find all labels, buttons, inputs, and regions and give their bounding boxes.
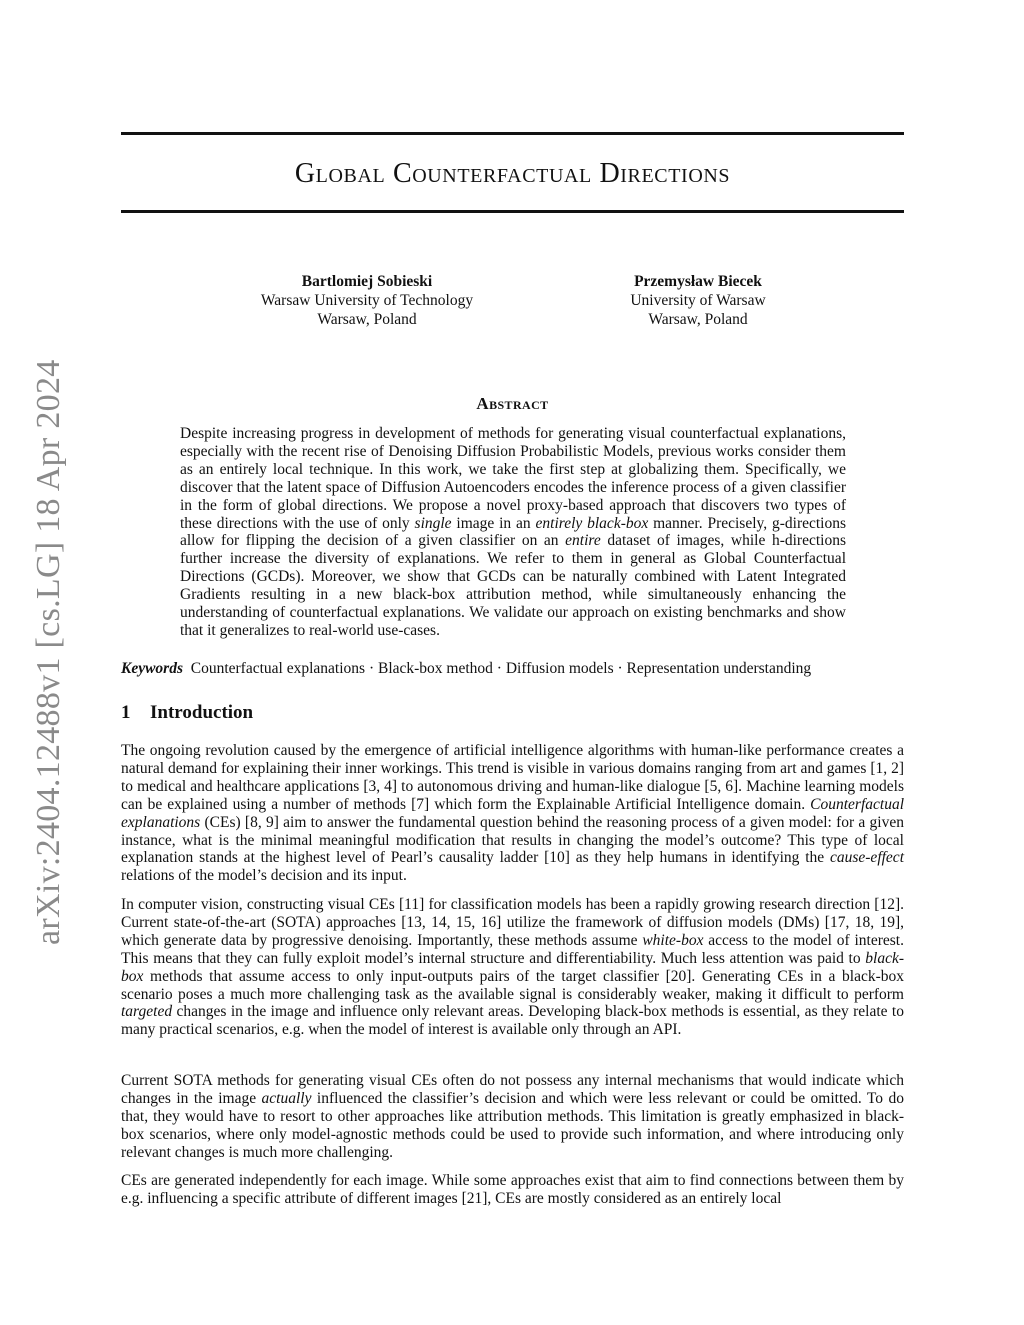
body-paragraph: Current SOTA methods for generating visual CEs often do not possess any internal mechanisms that would indicate which changes in the image actually influenced the classifier’s decision and which were less relevant or could be omitted. To do that, they would have to resort to other approaches like attribution methods. This limitation is greatly emphasized in black-box scenarios, where only model-agnostic methods could be used to provide such information, and where introducing only relevant changes is much more challenging. [121,1072,904,1161]
emphasis-text: cause-effect [829,849,904,867]
body-paragraph: CEs are generated independently for each image. While some approaches exist that aim to find connections between them by e.g. influencing a specific attribute of different images [21], CEs are mostly considered as an entirely local [121,1172,904,1207]
body-paragraph: The ongoing revolution caused by the emergence of artificial intelligence algorithms with human-like performance creates a natural demand for explaining their inner workings. This trend is visible in various domains ranging from art and games [1, 2] to medical and healthcare applications [3, 4] to autonomous driving and human-like dialogue [5, 6]. Machine learning models can be explained using a number of methods [7] which form the Explainable Artificial Intelligence domain. Counterfactual explanations (CEs) [8, 9] aim to answer the fundamental question behind the reasoning process of a given model: for a given instance, what is the minimal meaningful modification that results in changing the model’s outcome? This type of local explanation stands at the highest level of Pearl’s causality ladder [10] as they help humans in identifying the cause-effect relations of the model’s decision and its input. [121,742,904,885]
section-heading [121,702,253,724]
author-affiliation: Warsaw University of Technology [260,292,474,309]
keywords-line [121,659,904,678]
author-name: Przemysław Biecek [634,273,762,290]
emphasis-text: actually [261,1089,312,1107]
keywords-list: Counterfactual explanations · Black-box method · Diffusion models · Representation understanding [190,660,812,677]
emphasis-text: Counterfactual explanations [121,795,904,831]
emphasis-text: entirely black-box [535,514,649,532]
paper-title: Global Counterfactual Directions [294,158,731,189]
abstract-heading: Abstract [476,394,549,413]
author-block [230,272,504,329]
emphasis-text: targeted [121,1003,173,1021]
emphasis-text: entire [565,532,601,550]
emphasis-text: black-box [121,949,904,985]
title-rule-bottom [121,210,904,213]
keywords-label: Keywords [121,660,183,677]
author-name: Bartlomiej Sobieski [301,273,433,290]
arxiv-identifier: arXiv:2404.12488v1 [cs.LG] 18 Apr 2024 [30,359,67,945]
author-location: Warsaw, Poland [317,311,417,328]
author-affiliation: University of Warsaw [630,292,766,309]
author-location: Warsaw, Poland [648,311,748,328]
title-rule-top [121,132,904,135]
author-block [580,272,816,329]
section-number: 1 [121,702,131,723]
section-title: Introduction [150,702,254,723]
emphasis-text: single [414,514,452,532]
abstract-text: Despite increasing progress in development of methods for generating visual counterfactual explanations, especially with the recent rise of Denoising Diffusion Probabilistic Models, previous works consider them as an entirely local technique. In this work, we take the first step at globalizing them. Specifically, we discover that the latent space of Diffusion Autoencoders encodes the inference process of a given classifier in the form of global directions. We propose a novel proxy-based approach that discovers two types of these directions with the use of only single image in an entirely black-box manner. Precisely, g-directions allow for flipping the decision of a given classifier on an entire dataset of images, while h-directions further increase the diversity of explanations. We refer to them in general as Global Counterfactual Directions (GCDs). Moreover, we show that GCDs can be naturally combined with Latent Integrated Gradients resulting in a new black-box attribution method, while simultaneously enhancing the understanding of counterfactual explanations. We validate our approach on existing benchmarks and show that it generalizes to real-world use-cases. [180,425,847,639]
body-paragraph: In computer vision, constructing visual CEs [11] for classification models has been a rapidly growing research direction [12]. Current state-of-the-art (SOTA) approaches [13, 14, 15, 16] utilize the framework of diffusion models (DMs) [17, 18, 19], which generate data by progressive denoising. Importantly, these methods assume white-box access to the model of interest. This means that they can fully exploit model’s internal structure and differentiability. Much less attention was paid to black-box methods that assume access to only input-outputs pairs of the target classifier [20]. Generating CEs in a black-box scenario poses a much more challenging task as the available signal is considerably weaker, making it difficult to perform targeted changes in the image and influence only relevant areas. Developing black-box methods is essential, as they relate to many practical scenarios, e.g. when the model of interest is available only through an API. [121,896,904,1039]
emphasis-text: white-box [642,931,704,949]
